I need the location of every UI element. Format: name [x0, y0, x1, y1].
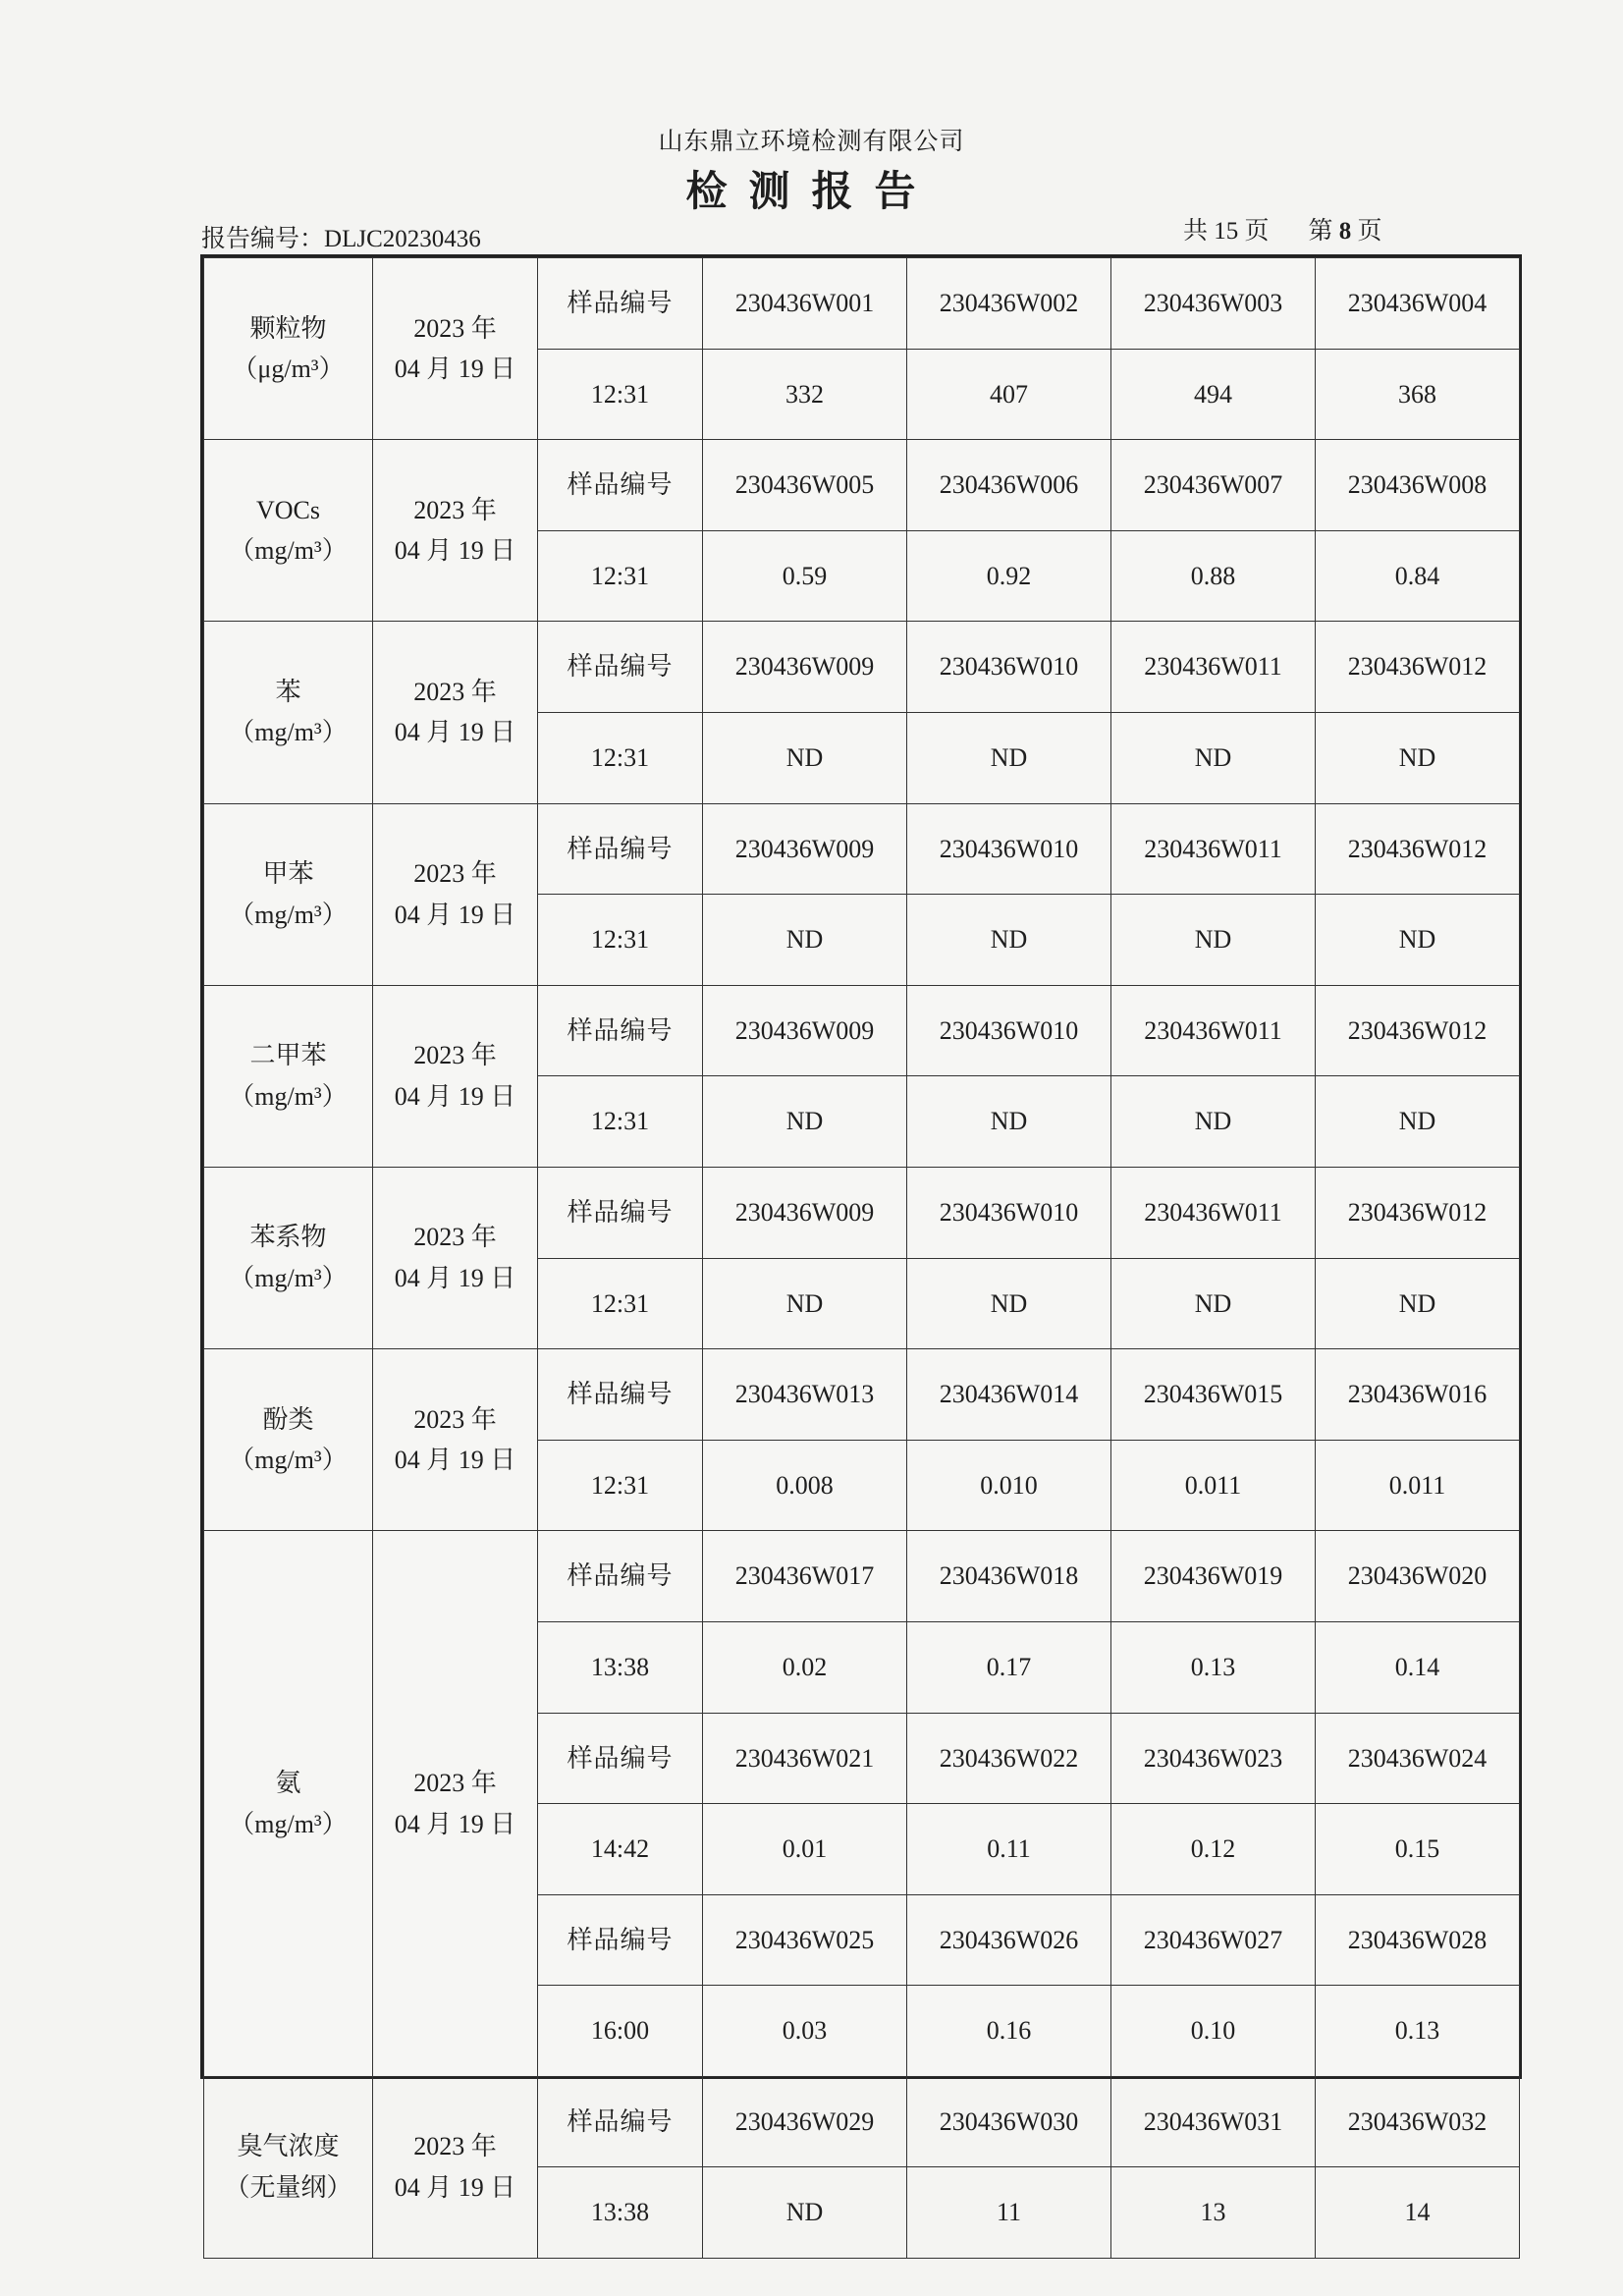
result-value: 0.14: [1316, 1621, 1520, 1713]
sample-id: 230436W012: [1316, 1167, 1520, 1258]
sampling-date-cell: [373, 803, 538, 985]
sampling-date-year: 2023 年: [413, 313, 497, 343]
sample-id: 230436W024: [1316, 1713, 1520, 1804]
sample-id: 230436W018: [907, 1531, 1111, 1622]
sample-id: 230436W009: [703, 1167, 907, 1258]
sample-id: 230436W022: [907, 1713, 1111, 1804]
sampling-date-cell: [373, 258, 538, 440]
test-item-cell: [204, 1349, 373, 1531]
test-item-name: 颗粒物: [249, 313, 327, 343]
current-page: 8: [1338, 218, 1352, 245]
sample-id-label: 样品编号: [538, 803, 703, 895]
sample-id: 230436W007: [1111, 440, 1316, 531]
result-value: 0.11: [907, 1804, 1111, 1895]
sampling-time: 13:38: [538, 1621, 703, 1713]
test-item-name: 氨: [275, 1769, 301, 1797]
result-value: 368: [1316, 349, 1520, 440]
test-item-name: 甲苯: [262, 859, 314, 889]
sample-id-label: 样品编号: [538, 622, 703, 713]
table-row: [204, 1167, 1520, 1258]
sample-id: 230436W029: [703, 2076, 907, 2167]
sample-id: 230436W012: [1316, 985, 1520, 1076]
sample-id: 230436W012: [1316, 622, 1520, 713]
sampling-time: 12:31: [538, 349, 703, 440]
test-item-cell: [204, 1167, 373, 1348]
result-value: 0.88: [1111, 530, 1316, 622]
sample-id: 230436W011: [1111, 985, 1316, 1076]
sampling-time: 12:31: [538, 712, 703, 803]
result-value: 0.010: [907, 1440, 1111, 1531]
sampling-date-cell: [373, 440, 538, 622]
page-title: 检测报告: [685, 167, 938, 215]
result-value: 494: [1111, 349, 1316, 440]
sample-id: 230436W001: [703, 258, 907, 350]
sampling-date-year: 2023 年: [413, 495, 497, 524]
result-value: ND: [907, 895, 1111, 986]
sampling-date-cell: [373, 985, 538, 1167]
sampling-time: 12:31: [538, 895, 703, 986]
sampling-date-cell: [373, 1167, 538, 1348]
table-row: [204, 258, 1520, 350]
test-item-name: 苯: [275, 677, 301, 706]
sample-id: 230436W011: [1111, 803, 1316, 895]
total-pages: 共 15 页: [1183, 218, 1270, 245]
result-value: ND: [1111, 712, 1316, 803]
sample-id: 230436W020: [1316, 1531, 1520, 1622]
result-value: ND: [1316, 895, 1520, 986]
test-item-cell: [204, 2076, 373, 2258]
result-value: 0.16: [907, 1986, 1111, 2077]
sample-id: 230436W006: [907, 440, 1111, 531]
result-value: ND: [703, 1076, 907, 1168]
results-table-frame: [200, 254, 1522, 2227]
sample-id: 230436W030: [907, 2076, 1111, 2167]
sampling-date-year: 2023 年: [413, 1041, 497, 1070]
result-value: 0.12: [1111, 1804, 1316, 1895]
sample-id: 230436W010: [907, 803, 1111, 895]
sample-id: 230436W004: [1316, 258, 1520, 350]
test-item-unit: （μg/m³）: [232, 355, 345, 384]
sample-id: 230436W010: [907, 622, 1111, 713]
result-value: 0.10: [1111, 1986, 1316, 2077]
sample-id-label: 样品编号: [538, 1349, 703, 1441]
test-item-unit: （mg/m³）: [229, 536, 348, 566]
sampling-date-year: 2023 年: [413, 1223, 497, 1252]
result-value: 0.92: [907, 530, 1111, 622]
sample-id: 230436W027: [1111, 1894, 1316, 1986]
sample-id: 230436W014: [907, 1349, 1111, 1441]
test-item-cell: [204, 622, 373, 803]
sample-id-label: 样品编号: [538, 258, 703, 350]
sample-id-label: 样品编号: [538, 1531, 703, 1622]
sample-id: 230436W003: [1111, 258, 1316, 350]
sampling-date-day: 04 月 19 日: [394, 1809, 516, 1838]
results-table: [203, 257, 1520, 2259]
sampling-date-cell: [373, 1349, 538, 1531]
test-item-name: 二甲苯: [249, 1041, 327, 1070]
test-item-unit: （mg/m³）: [229, 1809, 348, 1838]
result-value: 332: [703, 349, 907, 440]
table-row: [204, 803, 1520, 895]
result-value: 0.17: [907, 1621, 1111, 1713]
sampling-date-day: 04 月 19 日: [394, 1446, 516, 1475]
sample-id: 230436W010: [907, 1167, 1111, 1258]
sample-id: 230436W017: [703, 1531, 907, 1622]
report-number-label: 报告编号：: [201, 226, 325, 252]
sample-id: 230436W008: [1316, 440, 1520, 531]
result-value: 0.15: [1316, 1804, 1520, 1895]
result-value: ND: [907, 712, 1111, 803]
sample-id: 230436W012: [1316, 803, 1520, 895]
sampling-time: 14:42: [538, 1804, 703, 1895]
page-suffix: 页: [1357, 218, 1382, 245]
result-value: 0.13: [1316, 1986, 1520, 2077]
result-value: ND: [703, 2167, 907, 2259]
result-value: ND: [1316, 1258, 1520, 1349]
sampling-time: 13:38: [538, 2167, 703, 2259]
sample-id-label: 样品编号: [538, 440, 703, 531]
result-value: ND: [703, 712, 907, 803]
result-value: ND: [1316, 1076, 1520, 1168]
result-value: 11: [907, 2167, 1111, 2259]
result-value: 407: [907, 349, 1111, 440]
test-item-unit: （mg/m³）: [229, 1081, 348, 1111]
test-item-cell: [204, 985, 373, 1167]
sample-id-label: 样品编号: [538, 1713, 703, 1804]
sample-id: 230436W032: [1316, 2076, 1520, 2167]
test-item-name: 臭气浓度: [237, 2132, 340, 2161]
sample-id: 230436W026: [907, 1894, 1111, 1986]
sampling-time: 12:31: [538, 530, 703, 622]
result-value: 0.01: [703, 1804, 907, 1895]
sampling-date-year: 2023 年: [413, 1404, 497, 1434]
test-item-unit: （mg/m³）: [229, 1446, 348, 1475]
result-value: 0.011: [1111, 1440, 1316, 1531]
result-value: 0.59: [703, 530, 907, 622]
result-value: 0.008: [703, 1440, 907, 1531]
result-value: 14: [1316, 2167, 1520, 2259]
sampling-date-year: 2023 年: [413, 2132, 497, 2161]
result-value: ND: [1316, 712, 1520, 803]
sample-id: 230436W009: [703, 985, 907, 1076]
sample-id: 230436W005: [703, 440, 907, 531]
page-indicator: [1183, 211, 1382, 246]
sample-id: 230436W009: [703, 622, 907, 713]
sampling-date-day: 04 月 19 日: [394, 355, 516, 384]
sample-id: 230436W023: [1111, 1713, 1316, 1804]
table-row: [204, 985, 1520, 1076]
sampling-date-cell: [373, 1531, 538, 2077]
sample-id: 230436W019: [1111, 1531, 1316, 1622]
result-value: 0.84: [1316, 530, 1520, 622]
test-item-name: 酚类: [262, 1404, 314, 1434]
result-value: 0.011: [1316, 1440, 1520, 1531]
sampling-date-cell: [373, 2076, 538, 2258]
sample-id: 230436W010: [907, 985, 1111, 1076]
result-value: ND: [907, 1076, 1111, 1168]
sample-id: 230436W009: [703, 803, 907, 895]
sampling-date-day: 04 月 19 日: [394, 1264, 516, 1293]
result-value: ND: [703, 895, 907, 986]
sampling-date-day: 04 月 19 日: [394, 2172, 516, 2202]
sampling-time: 12:31: [538, 1076, 703, 1168]
result-value: ND: [1111, 1258, 1316, 1349]
result-value: 0.02: [703, 1621, 907, 1713]
sample-id: 230436W002: [907, 258, 1111, 350]
sampling-date-day: 04 月 19 日: [394, 900, 516, 929]
result-value: 0.13: [1111, 1621, 1316, 1713]
table-row: [204, 440, 1520, 531]
sampling-date-day: 04 月 19 日: [394, 536, 516, 566]
sample-id: 230436W011: [1111, 1167, 1316, 1258]
result-value: 13: [1111, 2167, 1316, 2259]
sampling-date-year: 2023 年: [413, 677, 497, 706]
report-number-value: DLJC20230436: [324, 226, 481, 252]
test-item-cell: [204, 803, 373, 985]
test-item-cell: [204, 258, 373, 440]
test-item-unit: （无量纲）: [224, 2172, 352, 2202]
table-row: [204, 622, 1520, 713]
sampling-date-year: 2023 年: [413, 859, 497, 889]
table-row: [204, 1531, 1520, 1622]
page-prefix: 第: [1308, 218, 1333, 245]
table-row: [204, 2076, 1520, 2167]
sample-id-label: 样品编号: [538, 2076, 703, 2167]
sample-id: 230436W016: [1316, 1349, 1520, 1441]
results-table-body: [204, 258, 1520, 2259]
test-item-name: 苯系物: [249, 1223, 327, 1252]
table-row: [204, 1349, 1520, 1441]
sampling-time: 16:00: [538, 1986, 703, 2077]
sampling-time: 12:31: [538, 1440, 703, 1531]
test-item-unit: （mg/m³）: [229, 900, 348, 929]
result-value: ND: [907, 1258, 1111, 1349]
sampling-time: 12:31: [538, 1258, 703, 1349]
result-value: ND: [703, 1258, 907, 1349]
sample-id: 230436W021: [703, 1713, 907, 1804]
sample-id: 230436W025: [703, 1894, 907, 1986]
sample-id: 230436W013: [703, 1349, 907, 1441]
result-value: ND: [1111, 1076, 1316, 1168]
sample-id: 230436W031: [1111, 2076, 1316, 2167]
sample-id: 230436W015: [1111, 1349, 1316, 1441]
company-name: 山东鼎立环境检测有限公司: [658, 129, 965, 155]
sampling-date-year: 2023 年: [413, 1769, 497, 1797]
sample-id: 230436W011: [1111, 622, 1316, 713]
report-number: [201, 219, 481, 254]
sample-id-label: 样品编号: [538, 985, 703, 1076]
sampling-date-cell: [373, 622, 538, 803]
sample-id-label: 样品编号: [538, 1167, 703, 1258]
result-value: ND: [1111, 895, 1316, 986]
test-item-unit: （mg/m³）: [229, 718, 348, 747]
sample-id-label: 样品编号: [538, 1894, 703, 1986]
sampling-date-day: 04 月 19 日: [394, 1081, 516, 1111]
test-item-name: VOCs: [255, 495, 320, 524]
test-item-cell: [204, 440, 373, 622]
test-item-cell: [204, 1531, 373, 2077]
sampling-date-day: 04 月 19 日: [394, 718, 516, 747]
result-value: 0.03: [703, 1986, 907, 2077]
test-item-unit: （mg/m³）: [229, 1264, 348, 1293]
sample-id: 230436W028: [1316, 1894, 1520, 1986]
